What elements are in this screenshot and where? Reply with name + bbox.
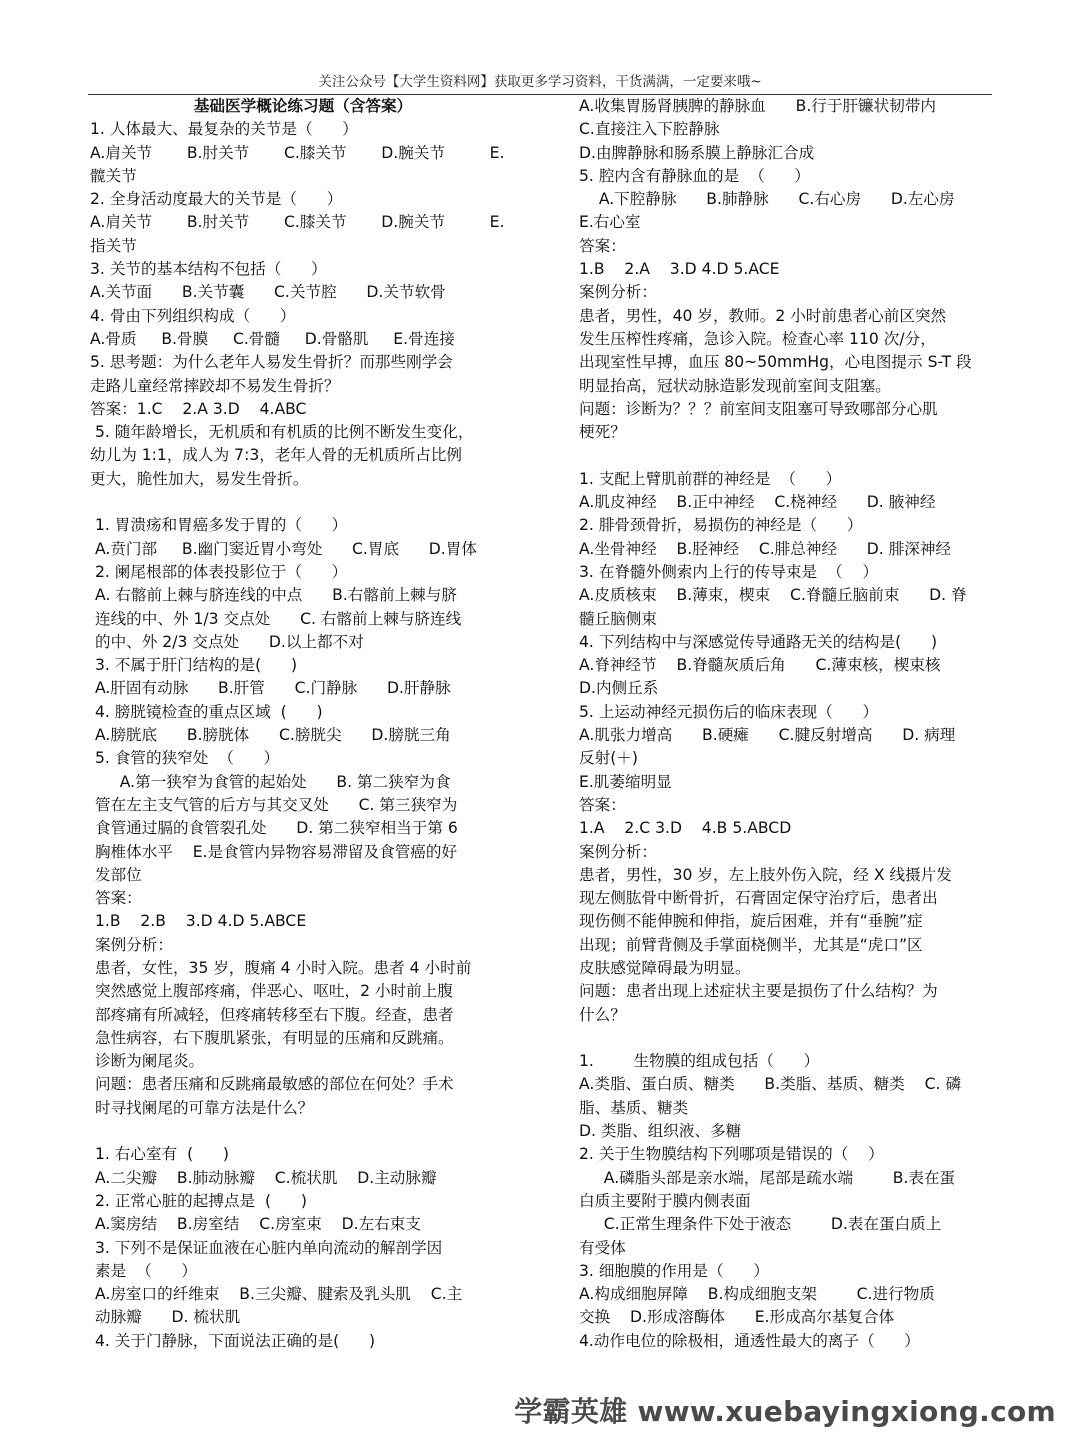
text-line: A.窦房结 B.房室结 C.房室束 D.左右束支 <box>90 1215 421 1234</box>
text-line: 5. 思考题：为什么老年人易发生骨折？而那些刚学会 <box>90 353 453 372</box>
text-line: A.膀胱底 B.膀胱体 C.膀胱尖 D.膀胱三角 <box>90 726 451 745</box>
text-line: C.直接注入下腔静脉 <box>579 120 720 139</box>
text-line: 1.A 2.C 3.D 4.B 5.ABCD <box>579 819 792 838</box>
text-line: D.由脾静脉和肠系膜上静脉汇合成 <box>579 143 815 162</box>
text-line: 幼儿为 1:1，成人为 7:3，老年人骨的无机质所占比例 <box>90 446 462 465</box>
text-line: 患者，男性，30 岁，左上肢外伤入院，经 X 线摄片发 <box>579 865 952 884</box>
text-line: A.收集胃肠肾胰脾的静脉血 B.行于肝镰状韧带内 <box>579 97 937 115</box>
text-line: 反射(＋) <box>579 749 638 768</box>
text-line: 4.动作电位的除极相，通透性最大的离子（ ） <box>579 1331 920 1350</box>
text-line: 4. 关于门静脉，下面说法正确的是( ) <box>90 1331 376 1350</box>
text-line: 2. 腓骨颈骨折，易损伤的神经是（ ） <box>579 516 863 535</box>
text-line: 5. 随年龄增长，无机质和有机质的比例不断发生变化， <box>90 423 474 442</box>
text-line: 有受体 <box>579 1238 626 1257</box>
text-line: 案例分析： <box>90 935 173 954</box>
text-line: 答案：1.C 2.A 3.D 4.ABC <box>90 399 307 418</box>
text-line: A.磷脂头部是亲水端，尾部是疏水端 B.表在蛋 <box>579 1168 956 1187</box>
text-line: 胸椎体水平 E.是食管内异物容易滞留及食管癌的好 <box>90 842 458 861</box>
header-banner: 关注公众号【大学生资料网】获取更多学习资料，干货满满，一定要来哦~ <box>318 74 762 90</box>
text-line <box>90 491 516 514</box>
text-line: 1.B 2.A 3.D 4.D 5.ACE <box>579 260 780 279</box>
text-line: 5. 上运动神经元损伤后的临床表现（ ） <box>579 702 879 721</box>
text-line: 答案： <box>579 795 626 814</box>
text-line: 案例分析： <box>579 283 657 302</box>
text-line: 食管通过膈的食管裂孔处 D. 第二狭窄相当于第 6 <box>90 819 458 838</box>
text-line: 什么？ <box>579 1005 626 1024</box>
text-line: A.脊神经节 B.脊髓灰质后角 C.薄束核，楔束核 <box>579 656 941 675</box>
text-line: 髓丘脑侧束 <box>579 609 657 628</box>
text-line: 脂、基质、糖类 <box>579 1098 689 1117</box>
text-line: 交换 D.形成溶酶体 E.形成高尔基复合体 <box>579 1308 895 1327</box>
text-line: 现左侧肱骨中断骨折，石膏固定保守治疗后，患者出 <box>579 889 938 908</box>
text-line: 患者，男性，40 岁，教师。2 小时前患者心前区突然 <box>579 306 947 325</box>
text-line: 更大，脆性加大，易发生骨折。 <box>90 469 309 488</box>
text-line: 髋关节 <box>90 166 137 185</box>
text-line: E.右心室 <box>579 213 641 232</box>
text-line: 白质主要附于膜内侧表面 <box>579 1191 751 1210</box>
text-line: 基础医学概论练习题（含答案） <box>193 97 413 115</box>
text-line: 3. 在脊髓外侧索内上行的传导束是 （ ） <box>579 562 879 581</box>
text-line: 1. 人体最大、最复杂的关节是（ ） <box>90 120 358 139</box>
text-line <box>579 1027 994 1050</box>
text-line: 2. 关于生物膜结构下列哪项是错误的（ ） <box>579 1145 884 1164</box>
text-line: 明显抬高，冠状动脉造影发现前室间支阻塞。 <box>579 376 891 395</box>
text-line: 1. 生物膜的组成包括（ ） <box>579 1052 820 1071</box>
left-column <box>90 95 516 1353</box>
text-line: 部疼痛有所减轻，但疼痛转移至右下腹。经查，患者 <box>90 1005 454 1024</box>
text-line: D.内侧丘系 <box>579 679 659 698</box>
text-line: A.下腔静脉 B.肺静脉 C.右心房 D.左心房 <box>579 190 955 209</box>
text-line: A.贲门部 B.幽门窦近胃小弯处 C.胃底 D.胃体 <box>90 539 477 558</box>
text-line: C.正常生理条件下处于液态 D.表在蛋白质上 <box>579 1215 942 1234</box>
text-line: 4. 骨由下列组织构成（ ） <box>90 306 296 325</box>
text-line <box>579 444 994 467</box>
text-line: 3. 关节的基本结构不包括（ ） <box>90 260 327 279</box>
text-line <box>90 1120 516 1143</box>
text-line: A.二尖瓣 B.肺动脉瓣 C.梳状肌 D.主动脉瓣 <box>90 1168 437 1187</box>
text-line: A.构成细胞屏障 B.构成细胞支架 C.进行物质 <box>579 1285 935 1304</box>
text-line: A.骨质 B.骨膜 C.骨髓 D.骨骼肌 E.骨连接 <box>90 329 455 348</box>
text-line: 素是 （ ） <box>90 1261 197 1280</box>
text-line: 答案： <box>90 889 142 908</box>
text-line: 2. 全身活动度最大的关节是（ ） <box>90 190 343 209</box>
text-line: 案例分析： <box>579 842 657 861</box>
text-line: 1. 胃溃疡和胃癌多发于胃的（ ） <box>90 516 348 535</box>
text-line: 管在左主支气管的后方与其交叉处 C. 第三狭窄为 <box>90 795 458 814</box>
footer-watermark: 学霸英雄 www.xuebayingxiong.com <box>514 1395 1056 1428</box>
text-line: 答案： <box>579 236 626 255</box>
text-line: 的中、外 2/3 交点处 D.以上都不对 <box>90 632 364 651</box>
text-line: 皮肤感觉障碍最为明显。 <box>579 958 751 977</box>
text-line: 时寻找阑尾的可靠方法是什么？ <box>90 1098 314 1117</box>
text-line: 诊断为阑尾炎。 <box>90 1052 205 1071</box>
text-line: 3. 不属于肝门结构的是( ) <box>90 656 298 675</box>
text-line: A.关节面 B.关节囊 C.关节腔 D.关节软骨 <box>90 283 446 302</box>
text-line: 问题：患者压痛和反跳痛最敏感的部位在何处？手术 <box>90 1075 454 1094</box>
text-line: 连线的中、外 1/3 交点处 C. 右髂前上棘与脐连线 <box>90 609 462 628</box>
text-line: 3. 下列不是保证血液在心脏内单向流动的解剖学因 <box>90 1238 443 1257</box>
text-line: 梗死？ <box>579 423 626 442</box>
text-line: 1. 支配上臂肌前群的神经是 （ ） <box>579 469 842 488</box>
text-line: 3. 细胞膜的作用是（ ） <box>579 1261 769 1280</box>
text-line: A.第一狭窄为食管的起始处 B. 第二狭窄为食 <box>90 772 451 791</box>
text-line: 5. 腔内含有静脉血的是 （ ） <box>579 166 811 185</box>
text-line: A.类脂、蛋白质、糖类 B.类脂、基质、糖类 C. 磷 <box>579 1075 962 1094</box>
text-line: 指关节 <box>90 236 137 255</box>
text-line: A.肌张力增高 B.硬瘫 C.腱反射增高 D. 病理 <box>579 726 956 745</box>
text-line: 2. 正常心脏的起搏点是 ( ) <box>90 1191 307 1210</box>
text-line: 问题：诊断为？？？前室间支阻塞可导致哪部分心肌 <box>579 399 938 418</box>
text-line: D. 类脂、组织液、多糖 <box>579 1122 742 1141</box>
text-line: A.肩关节 B.肘关节 C.膝关节 D.腕关节 E. <box>90 213 505 232</box>
text-line: 2. 阑尾根部的体表投影位于（ ） <box>90 562 348 581</box>
text-line: A. 右髂前上棘与脐连线的中点 B.右髂前上棘与脐 <box>90 586 457 605</box>
text-line: E.肌萎缩明显 <box>579 772 672 791</box>
text-line: A.肌皮神经 B.正中神经 C.桡神经 D. 腋神经 <box>579 493 936 512</box>
text-line: 急性病容，右下腹肌紧张，有明显的压痛和反跳痛。 <box>90 1028 454 1047</box>
text-line: A.房室口的纤维束 B.三尖瓣、腱索及乳头肌 C.主 <box>90 1285 463 1304</box>
text-line: A.坐骨神经 B.胫神经 C.腓总神经 D. 腓深神经 <box>579 539 952 558</box>
text-line: 突然感觉上腹部疼痛，伴恶心、呕吐，2 小时前上腹 <box>90 982 453 1001</box>
text-line: 1. 右心室有 ( ) <box>90 1145 230 1164</box>
text-line: 5. 食管的狭窄处 （ ） <box>90 749 280 768</box>
text-line: 发部位 <box>90 865 142 884</box>
right-column <box>579 95 994 1353</box>
text-line: 问题：患者出现上述症状主要是损伤了什么结构？为 <box>579 982 938 1001</box>
text-line: 发生压榨性疼痛，急诊入院。检查心率 110 次/分， <box>579 329 936 348</box>
text-line: 4. 下列结构中与深感觉传导通路无关的结构是( ) <box>579 632 938 651</box>
text-line: A.皮质核束 B.薄束，楔束 C.脊髓丘脑前束 D. 脊 <box>579 586 967 605</box>
text-line: 动脉瓣 D. 梳状肌 <box>90 1308 241 1327</box>
text-line: A.肝固有动脉 B.肝管 C.门静脉 D.肝静脉 <box>90 679 451 698</box>
text-line: 1.B 2.B 3.D 4.D 5.ABCE <box>90 912 307 931</box>
text-line: 出现室性早搏，血压 80~50mmHg，心电图提示 S-T 段 <box>579 353 972 372</box>
text-line: 患者，女性，35 岁，腹痛 4 小时入院。患者 4 小时前 <box>90 958 472 977</box>
text-line: 4. 膀胱镜检查的重点区域 ( ) <box>90 702 323 721</box>
text-line: 现伤侧不能伸腕和伸指，旋后困难，并有“垂腕”症 <box>579 912 923 931</box>
text-line: A.肩关节 B.肘关节 C.膝关节 D.腕关节 E. <box>90 143 505 162</box>
text-line: 走路儿童经常摔跤却不易发生骨折？ <box>90 376 340 395</box>
text-line: 出现；前臂背侧及手掌面桡侧半，尤其是“虎口”区 <box>579 935 923 954</box>
